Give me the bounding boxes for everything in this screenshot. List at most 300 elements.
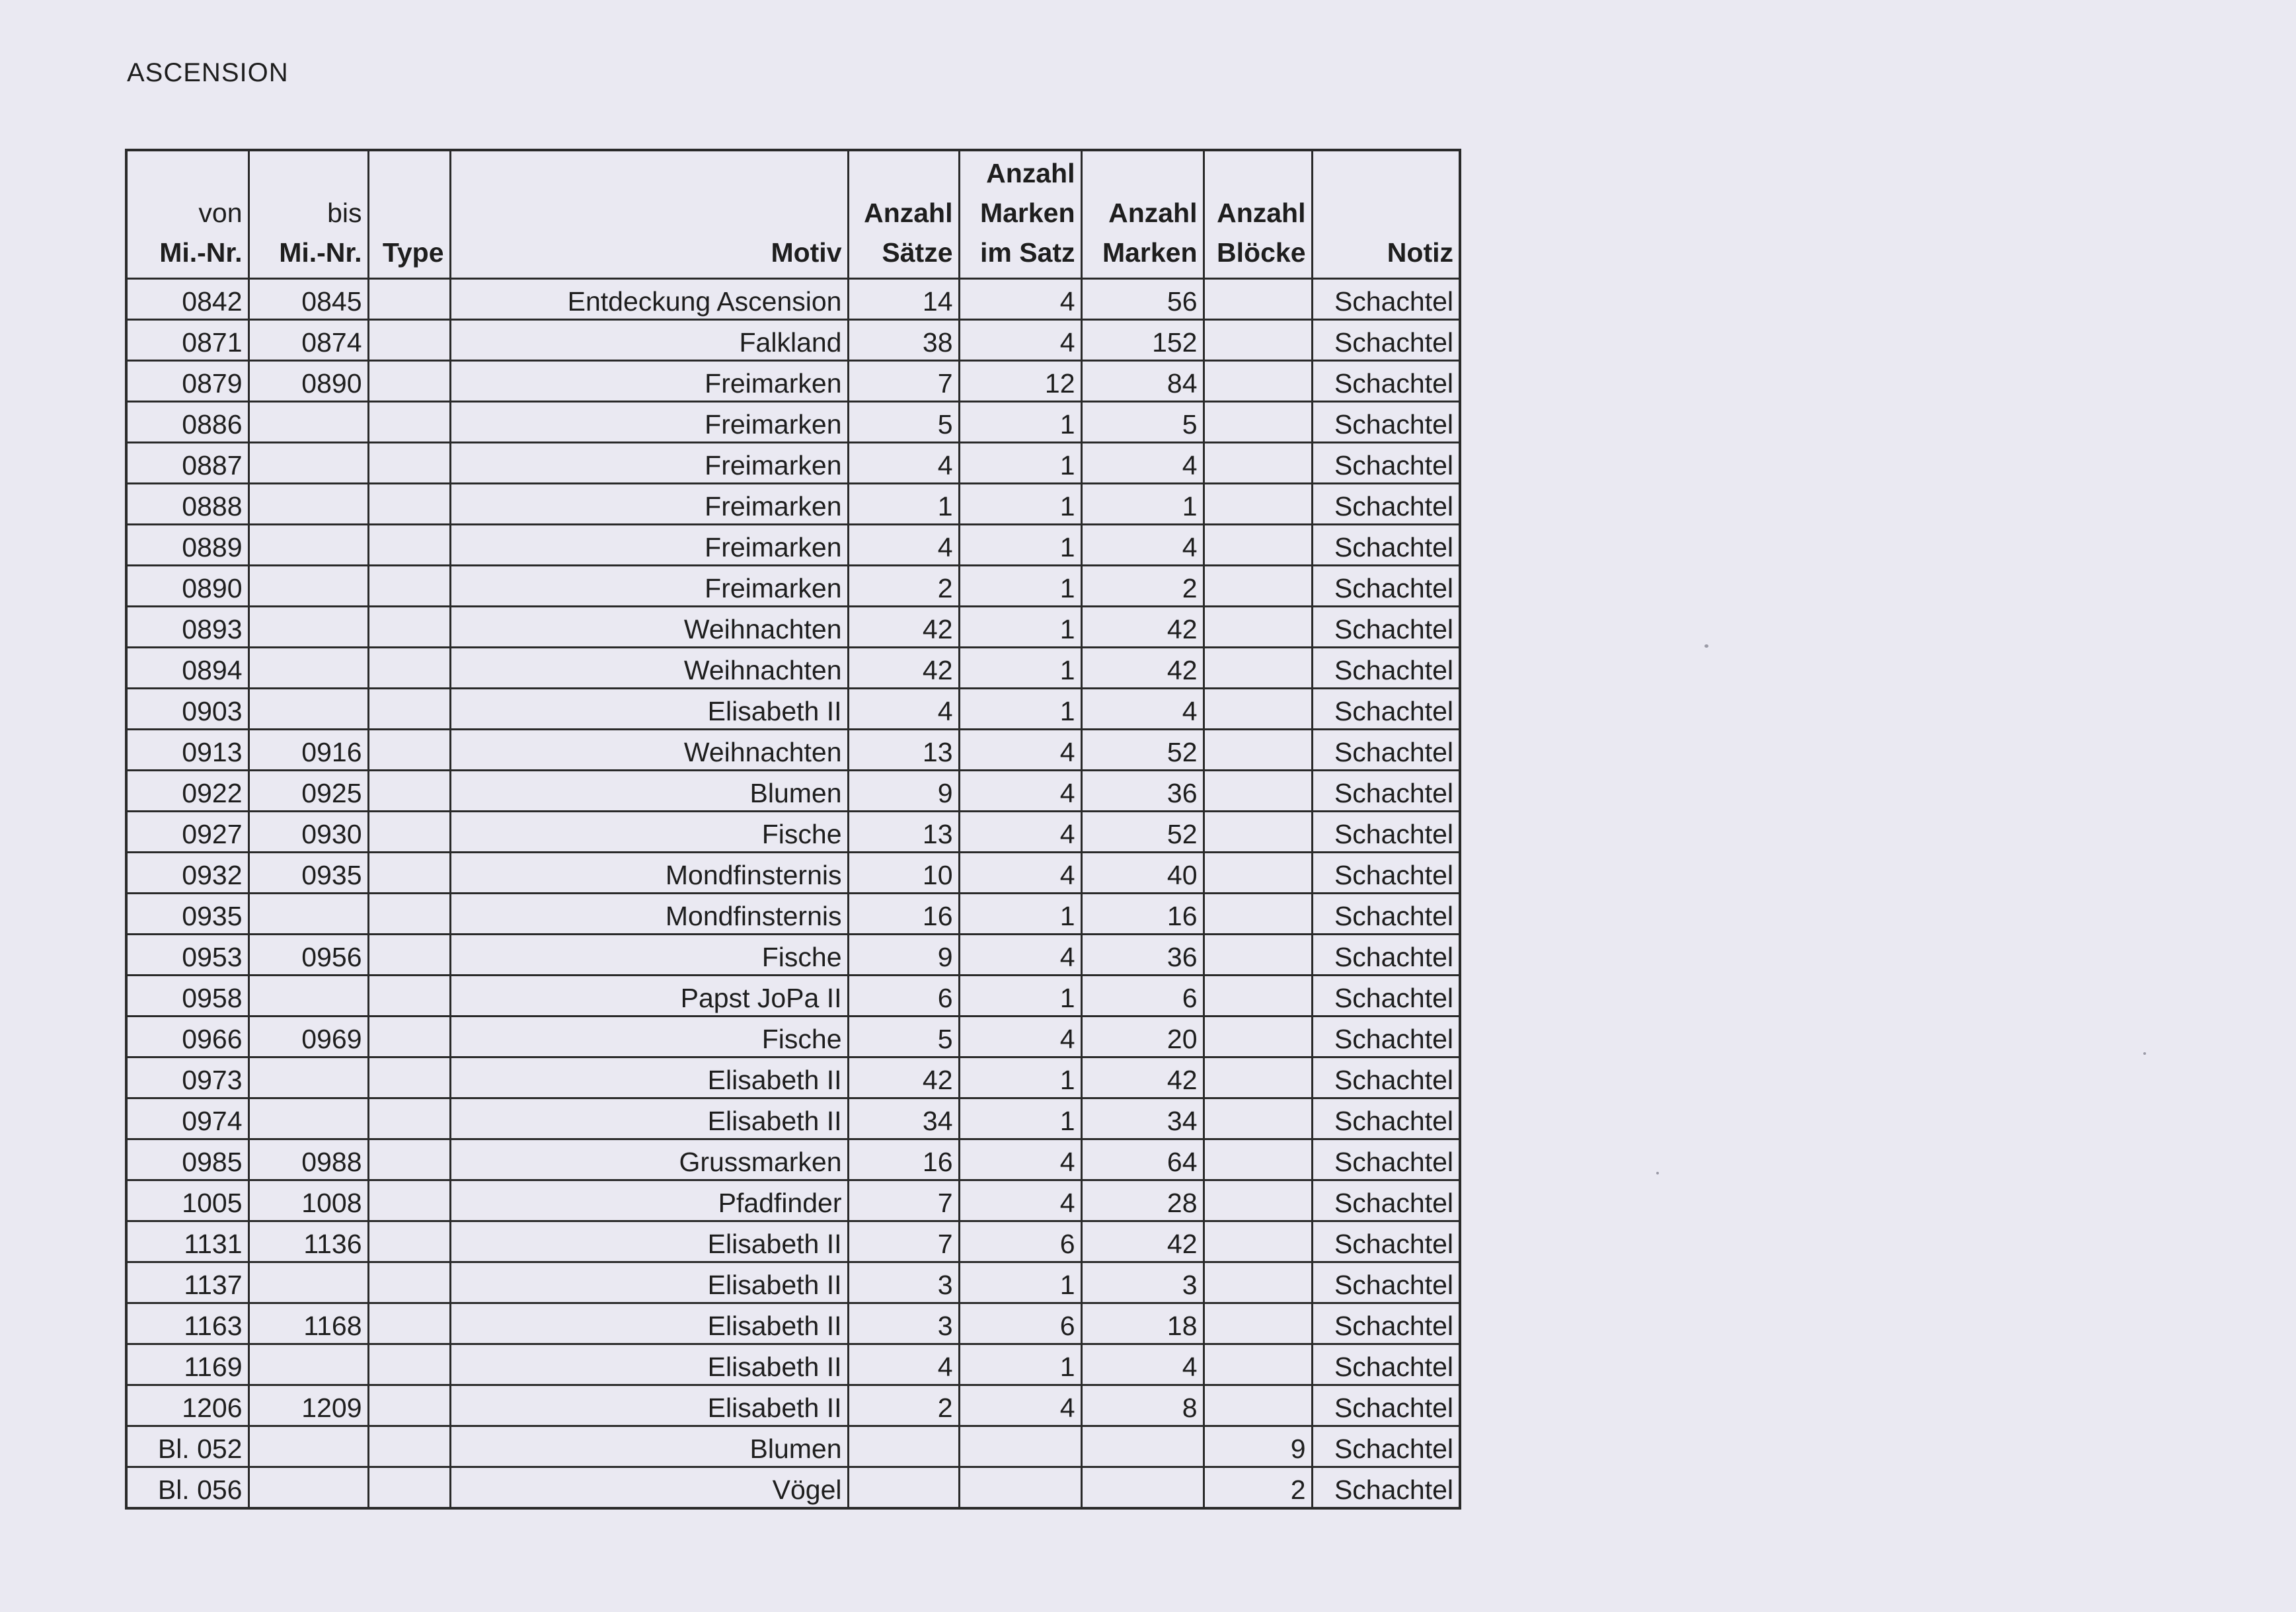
header-bis-mi-nr: bis Mi.-Nr.: [249, 150, 368, 279]
cell-notiz: Schachtel: [1312, 484, 1460, 525]
cell-anzahl-marken-im-satz: 4: [959, 1385, 1081, 1426]
cell-type: [368, 1098, 450, 1139]
cell-anzahl-marken: 4: [1081, 443, 1204, 484]
cell-von: 0842: [126, 279, 249, 320]
cell-anzahl-saetze: 2: [848, 566, 959, 607]
cell-type: [368, 935, 450, 976]
cell-anzahl-marken-im-satz: 6: [959, 1303, 1081, 1344]
cell-von: 0886: [126, 402, 249, 443]
cell-type: [368, 853, 450, 894]
cell-motiv: Elisabeth II: [450, 1385, 848, 1426]
cell-anzahl-marken: 5: [1081, 402, 1204, 443]
table-row: [126, 320, 1460, 361]
cell-von: 0893: [126, 607, 249, 648]
cell-motiv: Weihnachten: [450, 730, 848, 771]
cell-motiv: Blumen: [450, 771, 848, 812]
cell-von: 0913: [126, 730, 249, 771]
cell-motiv: Freimarken: [450, 361, 848, 402]
cell-anzahl-saetze: 9: [848, 771, 959, 812]
table-row: [126, 935, 1460, 976]
cell-type: [368, 279, 450, 320]
cell-notiz: Schachtel: [1312, 279, 1460, 320]
cell-motiv: Freimarken: [450, 402, 848, 443]
cell-notiz: Schachtel: [1312, 402, 1460, 443]
cell-notiz: Schachtel: [1312, 935, 1460, 976]
cell-anzahl-bloecke: [1204, 1057, 1312, 1098]
table-row: [126, 484, 1460, 525]
cell-anzahl-bloecke: [1204, 525, 1312, 566]
cell-anzahl-bloecke: [1204, 1139, 1312, 1180]
cell-motiv: Falkland: [450, 320, 848, 361]
cell-anzahl-bloecke: [1204, 894, 1312, 935]
cell-anzahl-marken: 42: [1081, 1057, 1204, 1098]
cell-anzahl-bloecke: [1204, 1017, 1312, 1057]
cell-anzahl-bloecke: [1204, 771, 1312, 812]
cell-von: 0890: [126, 566, 249, 607]
cell-anzahl-marken-im-satz: 1: [959, 607, 1081, 648]
cell-type: [368, 1303, 450, 1344]
cell-notiz: Schachtel: [1312, 1098, 1460, 1139]
cell-anzahl-marken-im-satz: 4: [959, 771, 1081, 812]
table-row: [126, 1385, 1460, 1426]
cell-notiz: Schachtel: [1312, 1385, 1460, 1426]
cell-anzahl-saetze: 13: [848, 730, 959, 771]
cell-type: [368, 1262, 450, 1303]
cell-von: 1206: [126, 1385, 249, 1426]
table-row: [126, 812, 1460, 853]
header-anzahl-saetze: Anzahl Sätze: [848, 150, 959, 279]
cell-von: 0889: [126, 525, 249, 566]
cell-bis: [249, 689, 368, 730]
cell-anzahl-saetze: 7: [848, 1180, 959, 1221]
table-row: [126, 1221, 1460, 1262]
cell-anzahl-marken-im-satz: 1: [959, 689, 1081, 730]
header-anzahl-marken-im-satz: Anzahl Marken im Satz: [959, 150, 1081, 279]
cell-bis: [249, 1467, 368, 1509]
page-title: ASCENSION: [127, 58, 289, 87]
cell-bis: 0969: [249, 1017, 368, 1057]
cell-anzahl-marken: 40: [1081, 853, 1204, 894]
cell-type: [368, 894, 450, 935]
cell-anzahl-saetze: 5: [848, 1017, 959, 1057]
cell-anzahl-marken: 36: [1081, 935, 1204, 976]
cell-von: 0888: [126, 484, 249, 525]
table-row: [126, 1426, 1460, 1467]
paper-speck: [2143, 1052, 2146, 1055]
cell-motiv: Papst JoPa II: [450, 976, 848, 1017]
cell-anzahl-bloecke: [1204, 361, 1312, 402]
cell-notiz: Schachtel: [1312, 1303, 1460, 1344]
cell-motiv: Fische: [450, 935, 848, 976]
cell-bis: 0874: [249, 320, 368, 361]
table-row: [126, 1180, 1460, 1221]
cell-anzahl-bloecke: [1204, 484, 1312, 525]
cell-notiz: Schachtel: [1312, 320, 1460, 361]
cell-anzahl-marken: 52: [1081, 812, 1204, 853]
cell-anzahl-saetze: 4: [848, 1344, 959, 1385]
paper-speck: [1656, 1172, 1659, 1174]
cell-von: 1005: [126, 1180, 249, 1221]
cell-anzahl-bloecke: [1204, 320, 1312, 361]
cell-von: Bl. 052: [126, 1426, 249, 1467]
cell-anzahl-saetze: 4: [848, 525, 959, 566]
cell-anzahl-marken: 42: [1081, 1221, 1204, 1262]
cell-bis: 0916: [249, 730, 368, 771]
cell-anzahl-marken-im-satz: 4: [959, 935, 1081, 976]
cell-anzahl-saetze: 10: [848, 853, 959, 894]
table-row: [126, 361, 1460, 402]
table-row: [126, 894, 1460, 935]
cell-anzahl-marken-im-satz: 1: [959, 1057, 1081, 1098]
cell-von: 0958: [126, 976, 249, 1017]
cell-anzahl-bloecke: [1204, 1098, 1312, 1139]
cell-motiv: Blumen: [450, 1426, 848, 1467]
cell-notiz: Schachtel: [1312, 812, 1460, 853]
cell-motiv: Fische: [450, 812, 848, 853]
cell-type: [368, 402, 450, 443]
cell-notiz: Schachtel: [1312, 1180, 1460, 1221]
cell-motiv: Grussmarken: [450, 1139, 848, 1180]
cell-anzahl-marken: 16: [1081, 894, 1204, 935]
cell-type: [368, 1139, 450, 1180]
cell-motiv: Weihnachten: [450, 607, 848, 648]
cell-anzahl-bloecke: [1204, 1344, 1312, 1385]
header-notiz: Notiz: [1312, 150, 1460, 279]
cell-anzahl-marken: 52: [1081, 730, 1204, 771]
table-row: [126, 1057, 1460, 1098]
cell-von: 0966: [126, 1017, 249, 1057]
table-row: [126, 1139, 1460, 1180]
cell-type: [368, 1180, 450, 1221]
cell-anzahl-marken-im-satz: 1: [959, 443, 1081, 484]
cell-anzahl-marken: [1081, 1467, 1204, 1509]
cell-bis: [249, 1426, 368, 1467]
table-row: [126, 1098, 1460, 1139]
cell-motiv: Mondfinsternis: [450, 894, 848, 935]
cell-anzahl-marken: 8: [1081, 1385, 1204, 1426]
cell-notiz: Schachtel: [1312, 976, 1460, 1017]
cell-type: [368, 730, 450, 771]
cell-von: 1169: [126, 1344, 249, 1385]
cell-bis: [249, 484, 368, 525]
cell-von: 1163: [126, 1303, 249, 1344]
cell-motiv: Mondfinsternis: [450, 853, 848, 894]
cell-motiv: Vögel: [450, 1467, 848, 1509]
cell-notiz: Schachtel: [1312, 1262, 1460, 1303]
cell-anzahl-bloecke: 2: [1204, 1467, 1312, 1509]
cell-bis: 0988: [249, 1139, 368, 1180]
table-row: [126, 976, 1460, 1017]
cell-type: [368, 443, 450, 484]
cell-bis: [249, 894, 368, 935]
table-row: [126, 1017, 1460, 1057]
cell-anzahl-marken-im-satz: 4: [959, 320, 1081, 361]
cell-bis: [249, 402, 368, 443]
table-row: [126, 279, 1460, 320]
cell-bis: 1008: [249, 1180, 368, 1221]
table-row: [126, 1467, 1460, 1509]
cell-bis: [249, 1262, 368, 1303]
cell-motiv: Elisabeth II: [450, 1344, 848, 1385]
table-row: [126, 771, 1460, 812]
cell-anzahl-marken-im-satz: [959, 1467, 1081, 1509]
cell-bis: 0930: [249, 812, 368, 853]
cell-notiz: Schachtel: [1312, 1057, 1460, 1098]
cell-anzahl-marken: [1081, 1426, 1204, 1467]
cell-anzahl-saetze: 3: [848, 1303, 959, 1344]
cell-bis: 0925: [249, 771, 368, 812]
cell-anzahl-marken: 56: [1081, 279, 1204, 320]
cell-anzahl-marken: 84: [1081, 361, 1204, 402]
cell-anzahl-marken: 42: [1081, 648, 1204, 689]
cell-motiv: Elisabeth II: [450, 689, 848, 730]
cell-type: [368, 771, 450, 812]
cell-anzahl-marken-im-satz: 1: [959, 1098, 1081, 1139]
cell-motiv: Freimarken: [450, 566, 848, 607]
cell-anzahl-saetze: 4: [848, 689, 959, 730]
cell-type: [368, 812, 450, 853]
cell-anzahl-marken-im-satz: 1: [959, 1344, 1081, 1385]
cell-anzahl-marken: 36: [1081, 771, 1204, 812]
cell-anzahl-marken-im-satz: 1: [959, 1262, 1081, 1303]
cell-von: 0887: [126, 443, 249, 484]
cell-von: 0953: [126, 935, 249, 976]
cell-motiv: Weihnachten: [450, 648, 848, 689]
cell-anzahl-marken-im-satz: 1: [959, 566, 1081, 607]
cell-notiz: Schachtel: [1312, 361, 1460, 402]
cell-type: [368, 976, 450, 1017]
cell-motiv: Elisabeth II: [450, 1303, 848, 1344]
cell-anzahl-saetze: 4: [848, 443, 959, 484]
table-row: [126, 1303, 1460, 1344]
cell-anzahl-bloecke: [1204, 648, 1312, 689]
cell-von: 0894: [126, 648, 249, 689]
cell-anzahl-bloecke: [1204, 1262, 1312, 1303]
cell-notiz: Schachtel: [1312, 853, 1460, 894]
cell-bis: 1168: [249, 1303, 368, 1344]
cell-anzahl-marken: 18: [1081, 1303, 1204, 1344]
cell-type: [368, 361, 450, 402]
cell-bis: 0890: [249, 361, 368, 402]
cell-motiv: Freimarken: [450, 443, 848, 484]
table-body: [126, 279, 1460, 1509]
table-row: [126, 566, 1460, 607]
cell-notiz: Schachtel: [1312, 1139, 1460, 1180]
cell-von: 1137: [126, 1262, 249, 1303]
cell-anzahl-marken-im-satz: [959, 1426, 1081, 1467]
table-row: [126, 853, 1460, 894]
cell-anzahl-bloecke: [1204, 279, 1312, 320]
stamp-inventory-table: [125, 149, 1461, 1510]
cell-anzahl-marken-im-satz: 4: [959, 1139, 1081, 1180]
cell-anzahl-marken: 34: [1081, 1098, 1204, 1139]
cell-type: [368, 484, 450, 525]
cell-anzahl-saetze: 9: [848, 935, 959, 976]
table-row: [126, 1262, 1460, 1303]
cell-anzahl-saetze: 1: [848, 484, 959, 525]
cell-anzahl-saetze: 42: [848, 1057, 959, 1098]
cell-anzahl-marken: 2: [1081, 566, 1204, 607]
table-row: [126, 525, 1460, 566]
cell-von: 0985: [126, 1139, 249, 1180]
table-row: [126, 689, 1460, 730]
cell-anzahl-marken: 4: [1081, 525, 1204, 566]
cell-motiv: Pfadfinder: [450, 1180, 848, 1221]
table-row: [126, 648, 1460, 689]
cell-anzahl-marken-im-satz: 6: [959, 1221, 1081, 1262]
cell-bis: 0956: [249, 935, 368, 976]
cell-anzahl-bloecke: [1204, 935, 1312, 976]
cell-von: 0932: [126, 853, 249, 894]
cell-bis: 0935: [249, 853, 368, 894]
header-row: [126, 150, 1460, 279]
cell-bis: [249, 566, 368, 607]
cell-anzahl-bloecke: 9: [1204, 1426, 1312, 1467]
cell-von: 1131: [126, 1221, 249, 1262]
cell-bis: [249, 1057, 368, 1098]
cell-bis: 1209: [249, 1385, 368, 1426]
cell-anzahl-marken-im-satz: 1: [959, 648, 1081, 689]
cell-motiv: Elisabeth II: [450, 1057, 848, 1098]
cell-type: [368, 1426, 450, 1467]
cell-anzahl-marken-im-satz: 4: [959, 853, 1081, 894]
cell-type: [368, 1057, 450, 1098]
cell-anzahl-bloecke: [1204, 1303, 1312, 1344]
cell-anzahl-bloecke: [1204, 402, 1312, 443]
cell-notiz: Schachtel: [1312, 1467, 1460, 1509]
cell-anzahl-bloecke: [1204, 443, 1312, 484]
cell-von: 0973: [126, 1057, 249, 1098]
table-row: [126, 443, 1460, 484]
cell-anzahl-marken-im-satz: 4: [959, 730, 1081, 771]
cell-bis: [249, 525, 368, 566]
cell-anzahl-saetze: [848, 1426, 959, 1467]
cell-notiz: Schachtel: [1312, 689, 1460, 730]
cell-anzahl-marken-im-satz: 1: [959, 894, 1081, 935]
cell-type: [368, 566, 450, 607]
cell-bis: [249, 443, 368, 484]
cell-anzahl-saetze: 42: [848, 607, 959, 648]
cell-anzahl-saetze: 6: [848, 976, 959, 1017]
cell-bis: [249, 607, 368, 648]
cell-anzahl-saetze: 7: [848, 1221, 959, 1262]
cell-notiz: Schachtel: [1312, 525, 1460, 566]
cell-anzahl-saetze: 14: [848, 279, 959, 320]
cell-notiz: Schachtel: [1312, 894, 1460, 935]
cell-von: 0871: [126, 320, 249, 361]
cell-type: [368, 1221, 450, 1262]
cell-anzahl-marken-im-satz: 4: [959, 812, 1081, 853]
cell-notiz: Schachtel: [1312, 443, 1460, 484]
cell-anzahl-marken: 3: [1081, 1262, 1204, 1303]
cell-notiz: Schachtel: [1312, 1344, 1460, 1385]
cell-anzahl-marken: 4: [1081, 1344, 1204, 1385]
cell-anzahl-saetze: 3: [848, 1262, 959, 1303]
cell-motiv: Fische: [450, 1017, 848, 1057]
cell-anzahl-marken: 4: [1081, 689, 1204, 730]
cell-von: 0927: [126, 812, 249, 853]
header-type: Type: [368, 150, 450, 279]
cell-anzahl-marken: 152: [1081, 320, 1204, 361]
cell-von: Bl. 056: [126, 1467, 249, 1509]
cell-anzahl-saetze: 2: [848, 1385, 959, 1426]
cell-anzahl-marken-im-satz: 4: [959, 1017, 1081, 1057]
cell-anzahl-marken-im-satz: 1: [959, 402, 1081, 443]
cell-anzahl-bloecke: [1204, 853, 1312, 894]
cell-motiv: Elisabeth II: [450, 1262, 848, 1303]
cell-notiz: Schachtel: [1312, 648, 1460, 689]
cell-motiv: Elisabeth II: [450, 1221, 848, 1262]
cell-anzahl-bloecke: [1204, 1221, 1312, 1262]
cell-anzahl-bloecke: [1204, 976, 1312, 1017]
cell-von: 0935: [126, 894, 249, 935]
header-von-mi-nr: von Mi.-Nr.: [126, 150, 249, 279]
cell-type: [368, 1344, 450, 1385]
cell-anzahl-saetze: 38: [848, 320, 959, 361]
cell-type: [368, 320, 450, 361]
cell-anzahl-bloecke: [1204, 812, 1312, 853]
cell-anzahl-saetze: 34: [848, 1098, 959, 1139]
cell-motiv: Freimarken: [450, 525, 848, 566]
cell-anzahl-saetze: 13: [848, 812, 959, 853]
cell-anzahl-marken-im-satz: 1: [959, 976, 1081, 1017]
cell-type: [368, 1385, 450, 1426]
cell-anzahl-bloecke: [1204, 1180, 1312, 1221]
header-motiv: Motiv: [450, 150, 848, 279]
cell-bis: 0845: [249, 279, 368, 320]
cell-notiz: Schachtel: [1312, 1221, 1460, 1262]
cell-anzahl-saetze: 42: [848, 648, 959, 689]
cell-anzahl-saetze: 5: [848, 402, 959, 443]
cell-type: [368, 1017, 450, 1057]
cell-anzahl-marken-im-satz: 12: [959, 361, 1081, 402]
cell-bis: [249, 976, 368, 1017]
cell-notiz: Schachtel: [1312, 730, 1460, 771]
cell-anzahl-marken: 1: [1081, 484, 1204, 525]
cell-von: 0879: [126, 361, 249, 402]
cell-type: [368, 607, 450, 648]
cell-bis: [249, 1344, 368, 1385]
cell-type: [368, 1467, 450, 1509]
cell-motiv: Entdeckung Ascension: [450, 279, 848, 320]
cell-anzahl-marken: 42: [1081, 607, 1204, 648]
header-anzahl-bloecke: Anzahl Blöcke: [1204, 150, 1312, 279]
cell-motiv: Freimarken: [450, 484, 848, 525]
cell-notiz: Schachtel: [1312, 566, 1460, 607]
cell-type: [368, 648, 450, 689]
cell-anzahl-marken: 28: [1081, 1180, 1204, 1221]
cell-bis: [249, 1098, 368, 1139]
cell-anzahl-saetze: [848, 1467, 959, 1509]
cell-anzahl-marken: 6: [1081, 976, 1204, 1017]
cell-anzahl-bloecke: [1204, 566, 1312, 607]
cell-anzahl-marken-im-satz: 1: [959, 484, 1081, 525]
cell-anzahl-bloecke: [1204, 730, 1312, 771]
cell-anzahl-bloecke: [1204, 1385, 1312, 1426]
cell-notiz: Schachtel: [1312, 1017, 1460, 1057]
cell-anzahl-marken-im-satz: 4: [959, 1180, 1081, 1221]
cell-motiv: Elisabeth II: [450, 1098, 848, 1139]
cell-bis: [249, 648, 368, 689]
cell-anzahl-saetze: 16: [848, 1139, 959, 1180]
cell-anzahl-bloecke: [1204, 689, 1312, 730]
cell-type: [368, 525, 450, 566]
cell-anzahl-saetze: 16: [848, 894, 959, 935]
cell-notiz: Schachtel: [1312, 771, 1460, 812]
cell-von: 0922: [126, 771, 249, 812]
cell-anzahl-saetze: 7: [848, 361, 959, 402]
cell-anzahl-bloecke: [1204, 607, 1312, 648]
